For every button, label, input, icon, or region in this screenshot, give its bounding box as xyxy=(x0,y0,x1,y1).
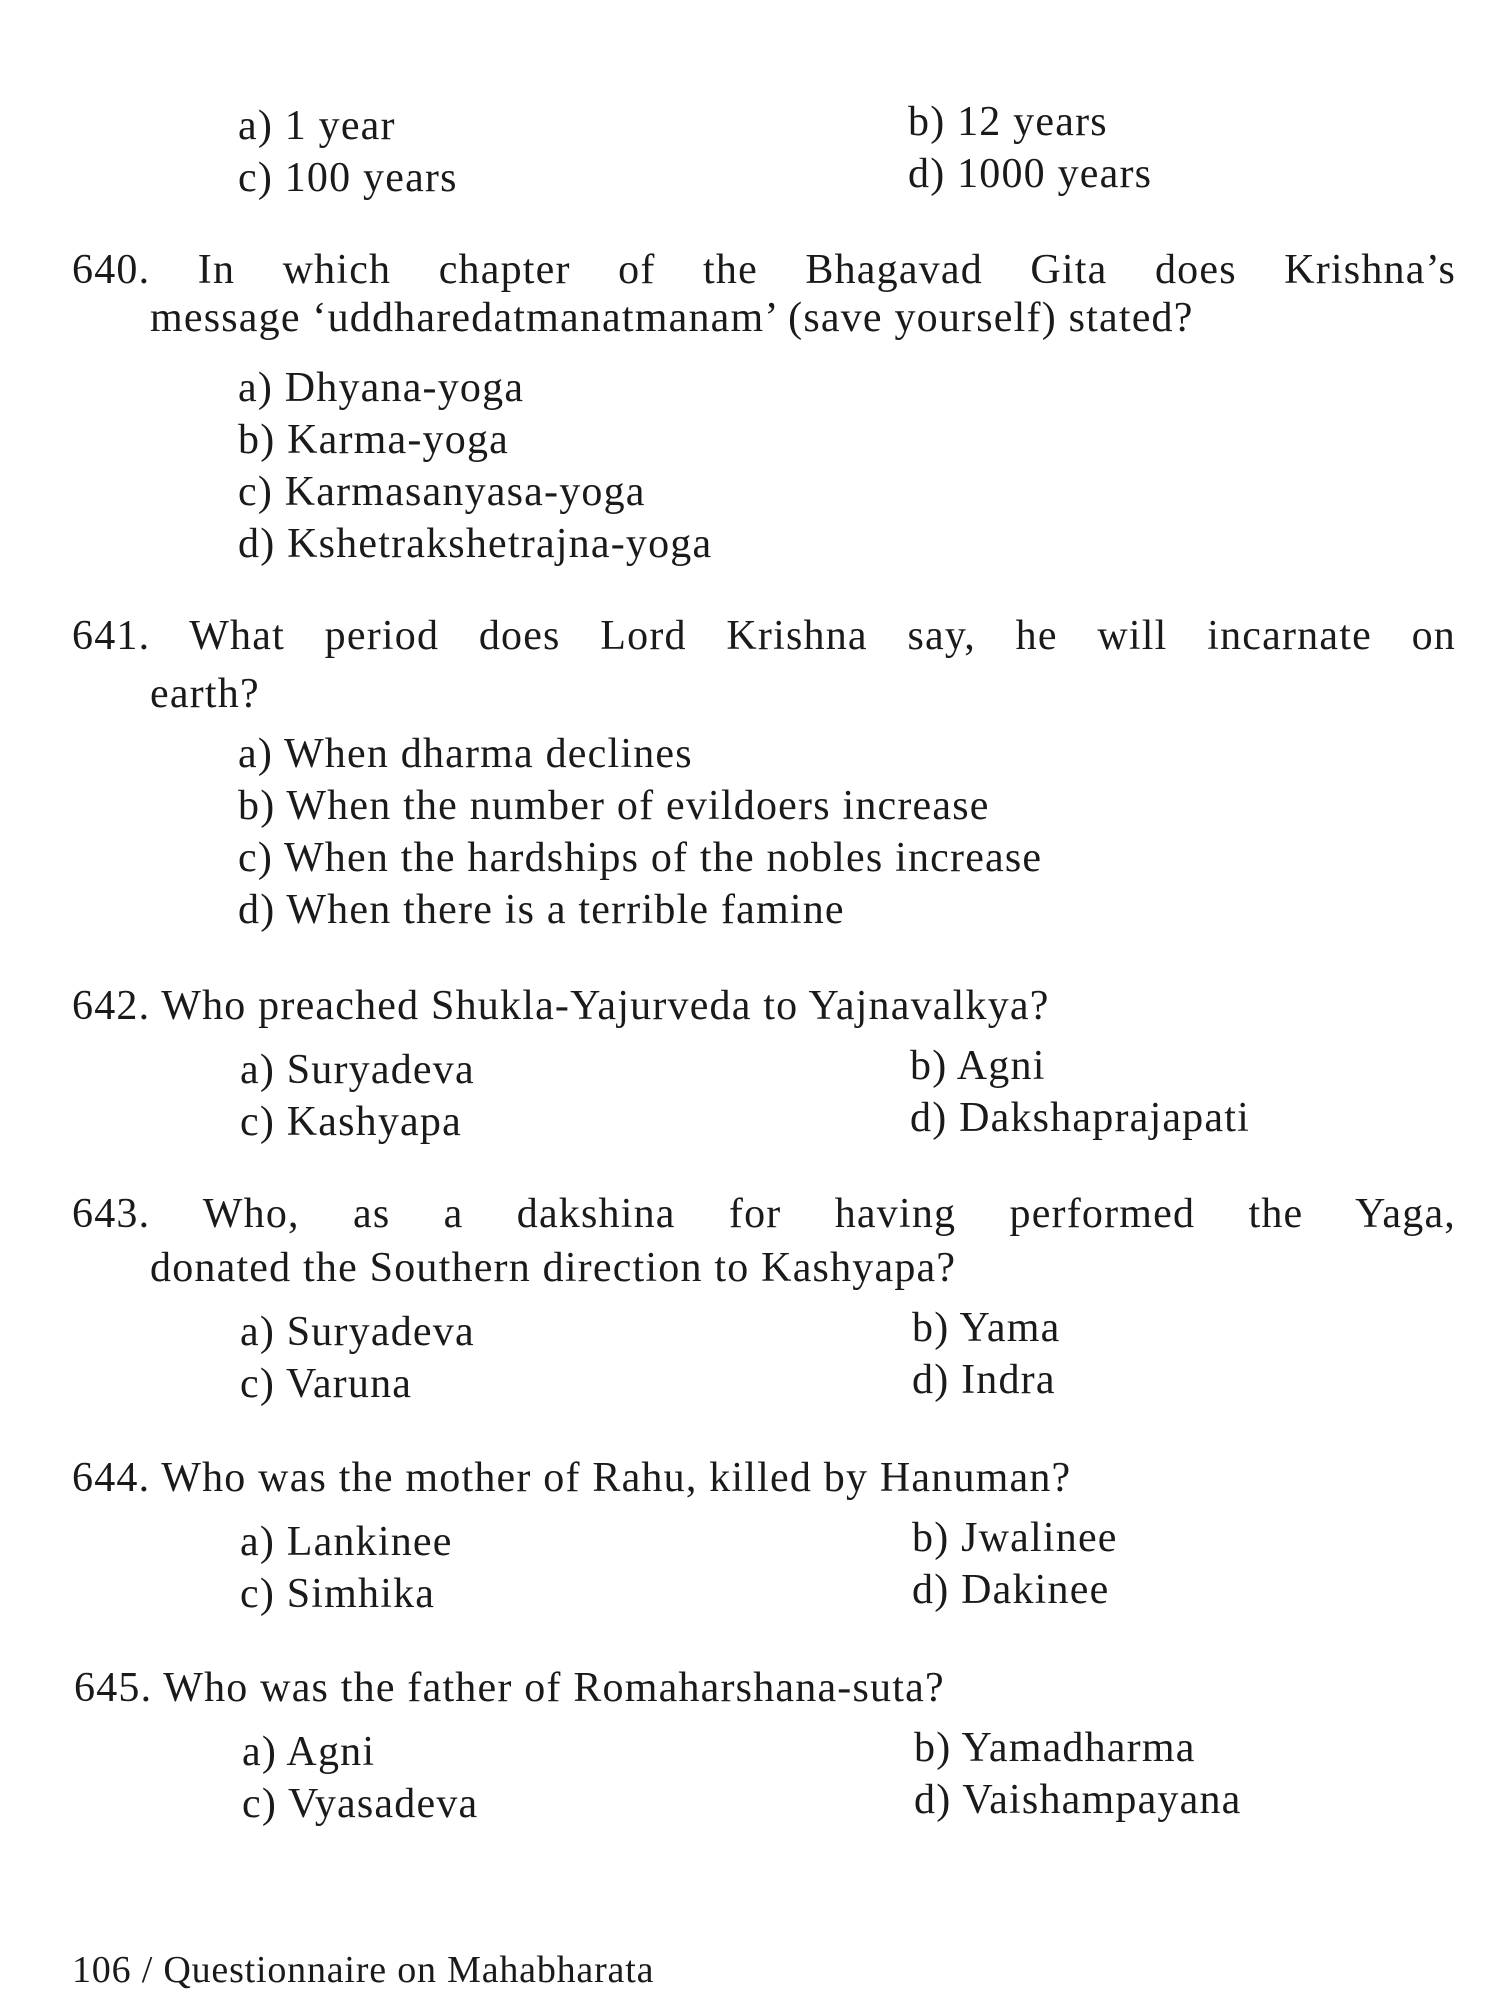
option-a: a) Suryadeva xyxy=(240,1047,475,1093)
option-a: a) Lankinee xyxy=(240,1519,453,1565)
question-text-line: 641. What period does Lord Krishna say, he will incarnate on xyxy=(72,613,1456,659)
question-642 xyxy=(72,982,1456,1030)
option-d: d) Dakshaprajapati xyxy=(910,1095,1250,1141)
option-c: c) 100 years xyxy=(238,155,458,201)
option-b: b) When the number of evildoers increase xyxy=(238,783,990,829)
option-c: c) Vyasadeva xyxy=(242,1781,479,1827)
option-a: a) Suryadeva xyxy=(240,1309,475,1355)
question-643 xyxy=(72,1190,1456,1292)
question-text-line: 643. Who, as a dakshina for having performed the Yaga, xyxy=(72,1191,1456,1237)
question-text-line: 644. Who was the mother of Rahu, killed by Hanuman? xyxy=(72,1455,1072,1501)
option-b: b) Jwalinee xyxy=(912,1515,1118,1561)
option-c: c) Kashyapa xyxy=(240,1099,462,1145)
option-d: d) Dakinee xyxy=(912,1567,1110,1613)
option-b: b) Karma-yoga xyxy=(238,417,509,463)
question-text-line: 642. Who preached Shukla-Yajurveda to Yajnavalkya? xyxy=(72,983,1050,1029)
question-645 xyxy=(74,1664,1458,1712)
option-b: b) 12 years xyxy=(908,99,1108,145)
option-b: b) Agni xyxy=(910,1043,1046,1089)
option-c: c) Karmasanyasa-yoga xyxy=(238,469,646,515)
option-a: a) Agni xyxy=(242,1729,376,1775)
option-a: a) 1 year xyxy=(238,103,396,149)
page-footer: 106 / Questionnaire on Mahabharata xyxy=(72,1949,655,1991)
option-c: c) Varuna xyxy=(240,1361,413,1407)
question-640 xyxy=(72,246,1456,342)
question-641 xyxy=(72,612,1456,718)
option-d: d) When there is a terrible famine xyxy=(238,887,845,933)
option-d: d) Vaishampayana xyxy=(914,1777,1242,1823)
question-text-line: donated the Southern direction to Kashyapa? xyxy=(150,1245,957,1291)
option-d: d) Indra xyxy=(912,1357,1056,1403)
question-text-line: 640. In which chapter of the Bhagavad Gita does Krishna’s xyxy=(72,247,1456,293)
option-b: b) Yama xyxy=(912,1305,1061,1351)
option-d: d) 1000 years xyxy=(908,151,1153,197)
option-c: c) When the hardships of the nobles increase xyxy=(238,835,1043,881)
option-a: a) Dhyana-yoga xyxy=(238,365,525,411)
question-644 xyxy=(72,1454,1456,1502)
option-a: a) When dharma declines xyxy=(238,731,693,777)
question-text-line: message ‘uddharedatmanatmanam’ (save yourself) stated? xyxy=(150,295,1194,341)
option-d: d) Kshetrakshetrajna-yoga xyxy=(238,521,713,567)
question-text-line: earth? xyxy=(150,671,260,717)
option-c: c) Simhika xyxy=(240,1571,436,1617)
question-text-line: 645. Who was the father of Romaharshana-suta? xyxy=(74,1665,945,1711)
option-b: b) Yamadharma xyxy=(914,1725,1196,1771)
